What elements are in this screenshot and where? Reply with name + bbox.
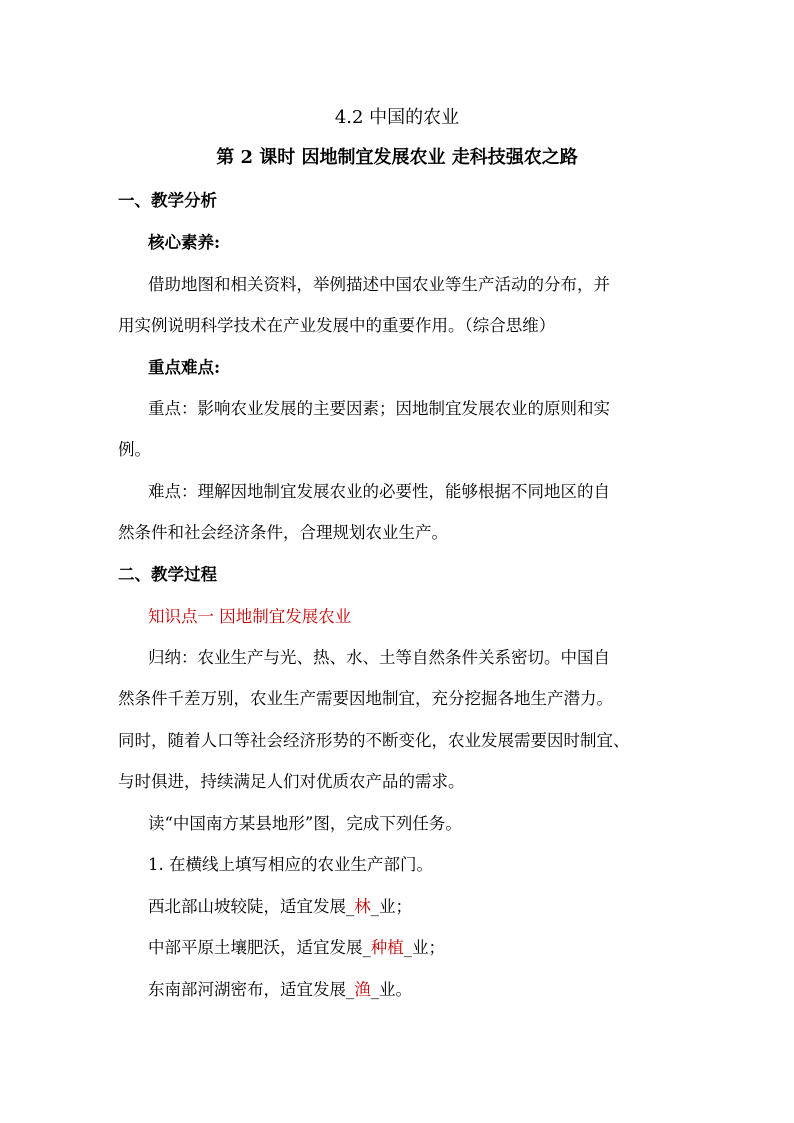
task-intro: 读“中国南方某县地形”图，完成下列任务。: [148, 814, 462, 833]
core-literacy-line-2: 用实例说明科学技术在产业发展中的重要作用。（综合思维）: [118, 316, 556, 335]
section-heading-process: 二、教学过程: [118, 565, 217, 584]
summary-line-1: 归纳：农业生产与光、热、水、土等自然条件关系密切。中国自: [148, 648, 610, 667]
difficulty-line-1: 难点：理解因地制宜发展农业的必要性，能够根据不同地区的自: [148, 482, 610, 501]
section-heading-analysis: 一、教学分析: [118, 191, 217, 210]
difficulty-line-2: 然条件和社会经济条件，合理规划农业生产。: [118, 523, 448, 542]
doc-subtitle: 第 2 课时 因地制宜发展农业 走科技强农之路: [216, 147, 578, 168]
knowledge-point-heading: 知识点一 因地制宜发展农业: [148, 607, 352, 626]
answer-value: 种植: [370, 938, 404, 957]
answer-row-fishery: [148, 979, 708, 1001]
answer-value: 林: [354, 897, 371, 916]
summary-line-2: 然条件千差万别，农业生产需要因地制宜，充分挖掘各地生产潜力。: [118, 689, 613, 708]
core-literacy-line-1: 借助地图和相关资料，举例描述中国农业等生产活动的分布，并: [148, 275, 610, 294]
answer-suffix: _业；: [370, 897, 412, 916]
answer-prefix: 中部平原土壤肥沃，适宜发展_: [148, 938, 371, 957]
summary-line-3: 同时，随着人口等社会经济形势的不断变化，农业发展需要因时制宜、: [118, 731, 630, 750]
answer-suffix: _业。: [370, 980, 412, 999]
answer-suffix: _业；: [403, 938, 445, 957]
key-points-label: 重点难点:: [148, 358, 221, 377]
answer-prefix: 东南部河湖密布，适宜发展_: [148, 980, 355, 999]
answer-prefix: 西北部山坡较陡，适宜发展_: [148, 897, 355, 916]
summary-line-4: 与时俱进，持续满足人们对优质农产品的需求。: [118, 772, 465, 791]
doc-title: 4.2 中国的农业: [334, 107, 460, 128]
task-1: 1. 在横线上填写相应的农业生产部门。: [148, 855, 433, 874]
answer-row-forestry: [148, 896, 708, 918]
core-literacy-label: 核心素养:: [148, 233, 221, 252]
key-point-line-1: 重点：影响农业发展的主要因素；因地制宜发展农业的原则和实: [148, 399, 610, 418]
answer-value: 渔: [354, 980, 371, 999]
key-point-line-2: 例。: [118, 440, 151, 459]
answer-row-planting: [148, 937, 708, 959]
